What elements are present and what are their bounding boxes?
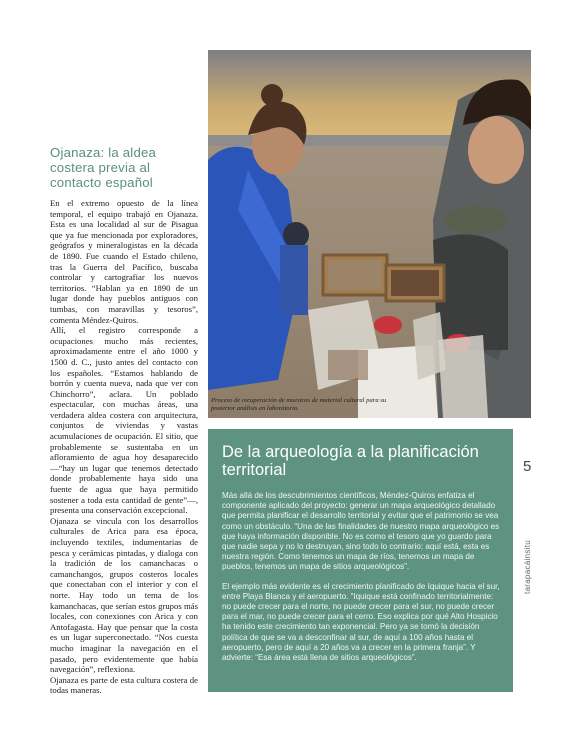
photo-caption: Proceso de recuperación de muestras de material cultural para su posterior análisis en laboratorio. (211, 397, 387, 412)
article-paragraph: En el extremo opuesto de la línea temporal, el equipo trabajó en Ojanaza. Esta es una localidad al sur de Pisagua que ya fue mencionada por exploradores, geógrafos y mineralogistas en la década de 1890. Fue cuando el Estado chileno, tras la Guerra del Pacífico, buscaba controlar y cartografiar los nuevos territorios. “Hablan ya en 1890 de un lugar donde hay pueblos antiguos con tumbas, con maravillas y tesoros”, comenta Méndez-Quiros. (50, 198, 198, 325)
sidebar-title: De la arqueología a la planificación territorial (222, 443, 479, 479)
field-photo-illustration (208, 50, 531, 418)
article-column (50, 145, 198, 696)
field-photo (208, 50, 531, 418)
article-paragraph: Ojanaza se vincula con los desarrollos culturales de Arica para esa época, incluyendo textiles, indumentarias de pesca y cerámicas pintadas, y dialoga con la tradición de los camanchacas o camanchangos, grupos costeros locales que conectaban con el interior y con el norte. Hay todo un tema de los kamanchacas, que serían estos grupos más locales, con conexiones con Arica y con Antofagasta. Hay que pensar que la costa es un lugar superconectado. “Nos cuesta mucho imaginar la navegación en el pasado, pero evidentemente que había navegación”, reflexiona. (50, 515, 198, 675)
sidebar-paragraph: El ejemplo más evidente es el crecimiento planificado de Iquique hacia el sur, entre Playa Blanca y el aeropuerto. “Iquique está confinado territorialmente: no puede crecer para el norte, no puede crecer para el sur, no puede crecer para el mar, no puede crecer para el cerro. Eso explica por qué Alto Hospicio ha tenido este crecimiento tan exponencial. Pero ya se tomó la decisión política de que se va a desconfinar al sur, de aquí a 100 años hasta el aeropuerto, pero de aquí a 20 años va a crecer en la primera franja”. Y advierte: “Esa área está llena de sitios arqueológicos”. (222, 581, 500, 663)
sidebar-body (222, 491, 501, 663)
sidebar-box (208, 429, 513, 692)
magazine-name: tarapacáinsitu (523, 540, 532, 595)
page-number: 5 (523, 458, 532, 475)
sidebar-paragraph: Más allá de los descubrimientos científicos, Méndez-Quiros enfatiza el componente aplicado del proyecto: generar un mapa arqueológico detallado que permita planificar el desarrollo territorial y evitar que el patrimonio se vea como un obstáculo. “Una de las finalidades de nuestro mapa arqueológico es que haya información disponible. No es como el tesoro que yo guardo para que nadie sepa y no lo destruyan, sino todo lo contrario: aquí está, esta es nuestra región. Como tenemos un mapa de ríos, tenemos un mapa de pueblos, tenemos un mapa de sitios arqueológicos”. (222, 491, 500, 572)
article-title: Ojanaza: la aldea costera previa al contacto español (50, 145, 157, 190)
article-paragraph: Ojanaza es parte de esta cultura costera de todas maneras. (50, 674, 198, 696)
article-paragraph: Allí, el registro corresponde a ocupaciones mucho más recientes, aproximadamente entre el año 1000 y 1500 d. C., justo antes del contacto con los españoles. “Estamos hablando de borrón y cuenta nueva, nada que ver con Chinchorro”, aclara. Un poblado espectacular, con muchas áreas, una verdadera aldea costera con arquitectura, conjuntos de viviendas y vastas acumulaciones de ocupación. El sitio, que probablemente se sustentaba en un afloramiento de agua hoy desaparecido —“hay un lugar que tenemos detectado donde probablemente haya sido una fuente de agua que haya permitido sostener a toda esta cantidad de gente”—, presenta una conservación excepcional. (50, 325, 198, 516)
article-body (50, 198, 198, 696)
